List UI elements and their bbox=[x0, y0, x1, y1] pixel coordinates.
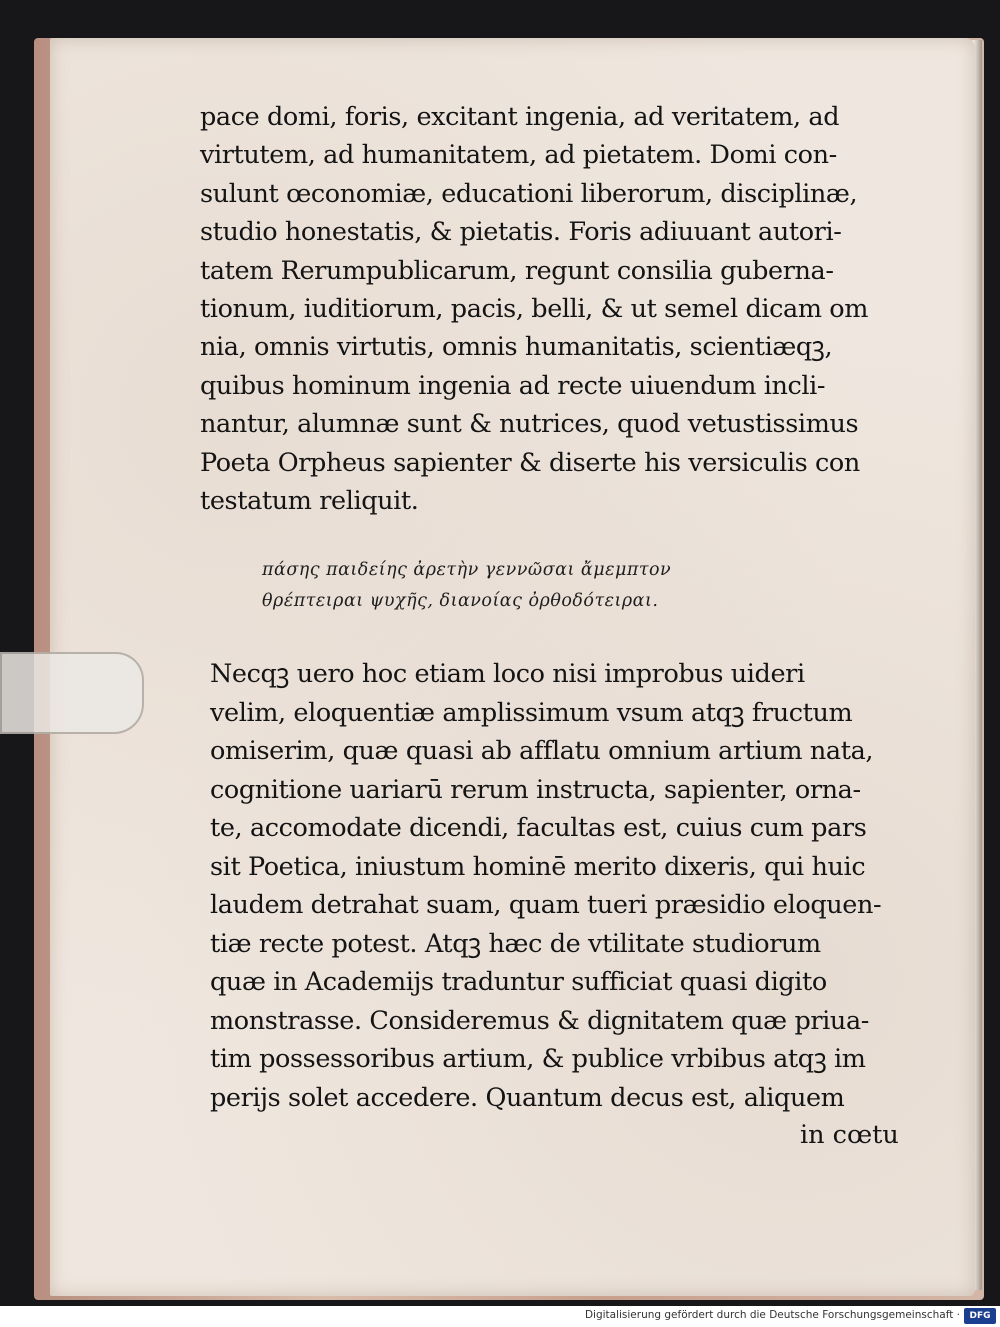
text-line: velim, eloquentiæ amplissimum vsum atqꝫ fructum bbox=[210, 697, 853, 728]
paragraph-1 bbox=[200, 98, 900, 520]
text-line: virtutem, ad humanitatem, ad pietatem. Domi con- bbox=[200, 140, 837, 171]
text-line: sulunt œconomiæ, educationi liberorum, disciplinæ, bbox=[200, 178, 858, 209]
text-line: Necqꝫ uero hoc etiam loco nisi improbus uideri bbox=[210, 659, 805, 689]
page-tab-strip bbox=[0, 652, 144, 734]
greek-quotation bbox=[262, 555, 822, 617]
text-line: quibus hominum ingenia ad recte uiuendum incli- bbox=[200, 370, 826, 401]
text-line: laudem detrahat suam, quam tueri præsidio eloquen- bbox=[210, 890, 882, 920]
text-line: sit Poetica, iniustum hominē merito dixeris, qui huic bbox=[210, 851, 866, 882]
text-line: pace domi, foris, excitant ingenia, ad veritatem, ad bbox=[200, 102, 840, 132]
text-line: monstrasse. Consideremus & dignitatem quæ priua- bbox=[210, 1005, 869, 1036]
text-line: omiserim, quæ quasi ab afflatu omnium artium nata, bbox=[210, 736, 874, 766]
text-line: nia, omnis virtutis, omnis humanitatis, scientiæqꝫ, bbox=[200, 332, 833, 363]
text-line: perijs solet accedere. Quantum decus est, aliquem bbox=[210, 1082, 845, 1113]
paragraph-2 bbox=[210, 655, 910, 1117]
footer-bar bbox=[0, 1306, 1000, 1327]
text-line: tim possessoribus artium, & publice vrbibus atqꝫ im bbox=[210, 1044, 866, 1074]
text-line: quæ in Academijs traduntur sufficiat quasi digito bbox=[210, 967, 827, 997]
funding-notice: Digitalisierung gefördert durch die Deutsche Forschungsgemeinschaft · bbox=[584, 1309, 960, 1321]
text-line: tatem Rerumpublicarum, regunt consilia guberna- bbox=[200, 255, 834, 286]
text-line: testatum reliquit. bbox=[200, 485, 419, 516]
text-line: cognitione uariarū rerum instructa, sapienter, orna- bbox=[210, 774, 861, 805]
dfg-logo: DFG bbox=[964, 1308, 996, 1324]
text-line: te, accomodate dicendi, facultas est, cuius cum pars bbox=[210, 813, 867, 843]
text-line: tionum, iuditiorum, pacis, belli, & ut semel dicam om bbox=[200, 293, 869, 324]
catchword: in cœtu bbox=[800, 1120, 899, 1150]
greek-line: θρέπτειραι ψυχῆς, διανοίας ὀρθοδότειραι. bbox=[262, 591, 659, 611]
greek-line: πάσης παιδείης ἀρετὴν γεννῶσαι ἄμεμπτον bbox=[262, 560, 672, 580]
text-line: studio honestatis, & pietatis. Foris adiuuant autori- bbox=[200, 217, 842, 248]
text-line: nantur, alumnæ sunt & nutrices, quod vetustissimus bbox=[200, 409, 859, 440]
text-line: tiæ recte potest. Atqꝫ hæc de vtilitate studiorum bbox=[210, 928, 821, 959]
text-line: Poeta Orpheus sapienter & diserte his versiculis con bbox=[200, 447, 860, 478]
